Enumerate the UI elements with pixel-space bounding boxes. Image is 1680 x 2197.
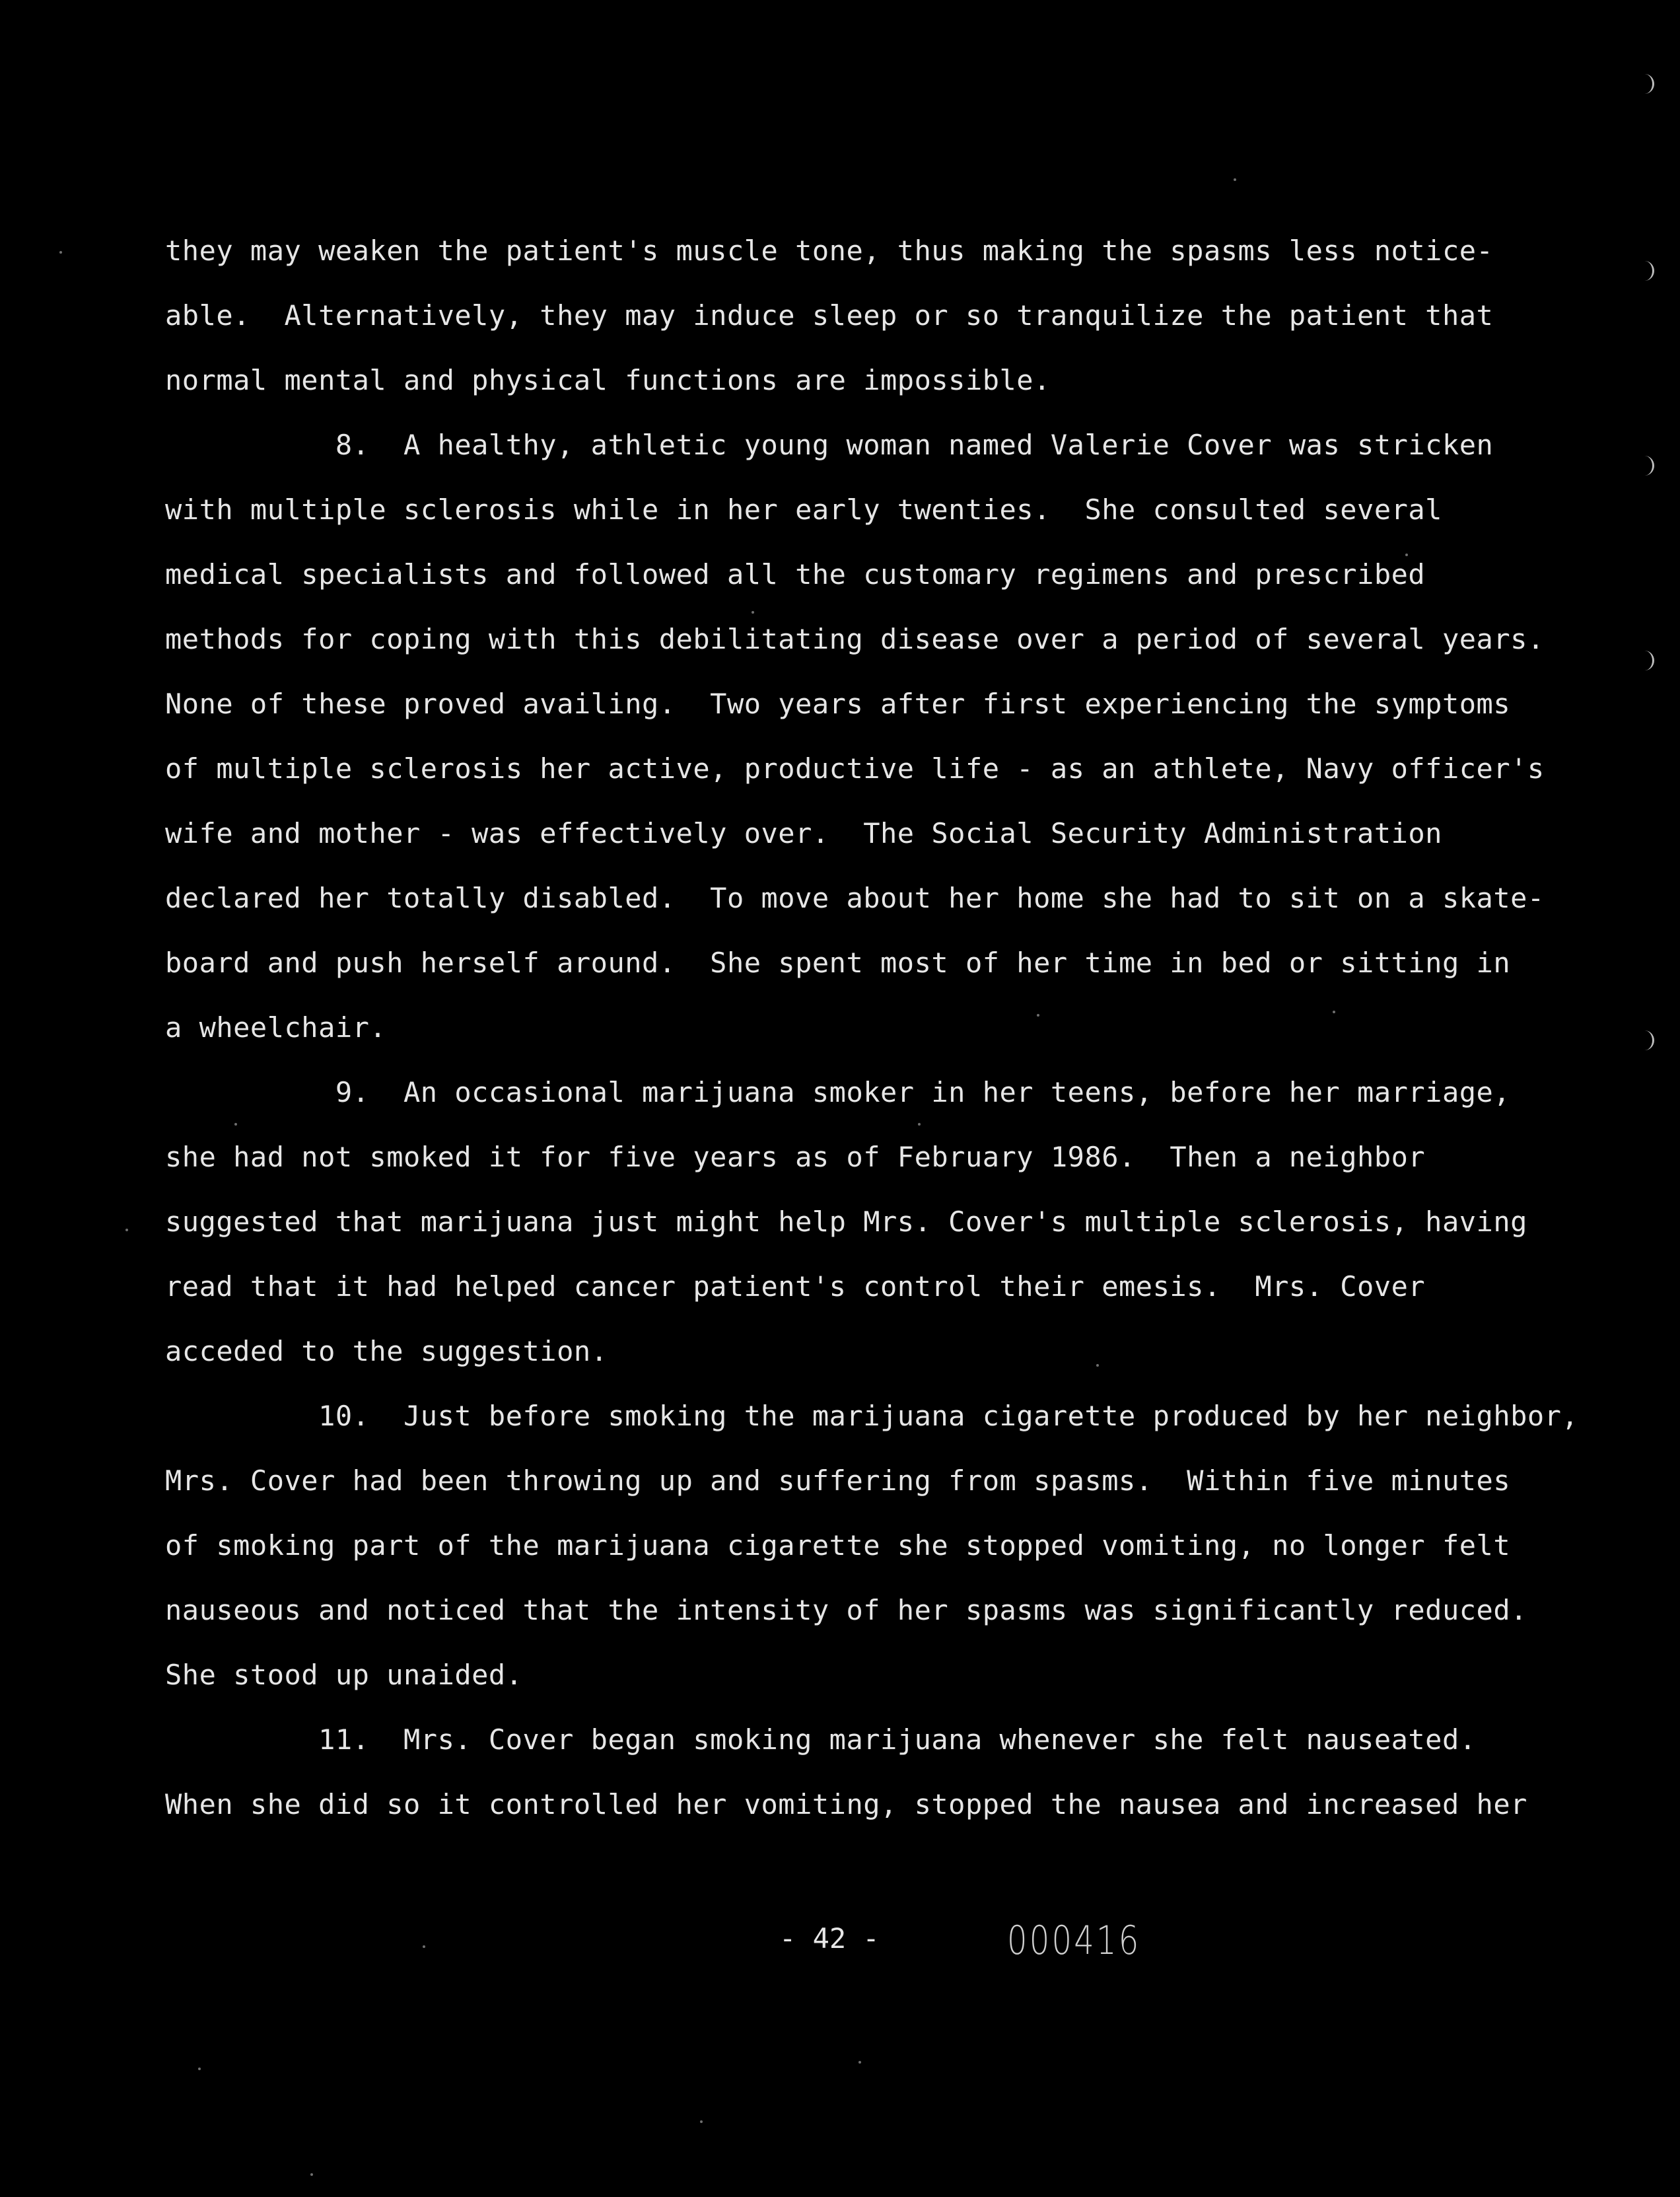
body-text-line: read that it had helped cancer patient's control their emesis. Mrs. Cover [165,1270,1426,1303]
body-text-line: declared her totally disabled. To move about her home she had to sit on a skate- [165,882,1545,914]
binder-hole-3 [1635,456,1654,476]
body-text-line: wife and mother - was effectively over. The Social Security Administration [165,817,1442,849]
scan-speck [423,1945,425,1948]
body-text-line: a wheelchair. [165,1011,387,1044]
scan-speck [310,2173,313,2176]
body-text-line: board and push herself around. She spent most of her time in bed or sitting in [165,947,1511,979]
paragraph-10-start: 10. Just before smoking the marijuana cigarette produced by her neighbor, [165,1400,1579,1432]
body-text-line: None of these proved availing. Two years after first experiencing the symptoms [165,688,1511,720]
body-text-line: they may weaken the patient's muscle tone, thus making the spasms less notice- [165,234,1494,267]
body-text-line: When she did so it controlled her vomiting, stopped the nausea and increased her [165,1788,1527,1820]
scan-speck [700,2120,703,2123]
scan-speck [1234,178,1236,181]
scan-speck [1333,1011,1335,1013]
body-text-line: medical specialists and followed all the customary regimens and prescribed [165,558,1426,591]
page-number: - 42 - [779,1922,880,1955]
binder-hole-5 [1635,1030,1654,1050]
body-text-line: with multiple sclerosis while in her early twenties. She consulted several [165,493,1442,526]
scan-speck [125,1229,128,1231]
scan-speck [858,2061,861,2064]
body-text-line: of smoking part of the marijuana cigarette she stopped vomiting, no longer felt [165,1529,1511,1562]
scan-speck [918,1123,921,1126]
body-text-line: able. Alternatively, they may induce sleep or so tranquilize the patient that [165,299,1494,332]
body-text-line: of multiple sclerosis her active, productive life - as an athlete, Navy officer's [165,752,1545,785]
paragraph-8-start: 8. A healthy, athletic young woman named Valerie Cover was stricken [165,429,1494,461]
scan-speck [1037,1014,1039,1017]
body-text-line: methods for coping with this debilitating disease over a period of several years. [165,623,1545,655]
body-text-line: acceded to the suggestion. [165,1335,608,1367]
paragraph-9-start: 9. An occasional marijuana smoker in her teens, before her marriage, [165,1076,1511,1108]
binder-hole-2 [1635,261,1654,281]
bates-stamp: 000416 [1007,1918,1141,1964]
scan-speck [59,251,62,254]
body-text-line: She stood up unaided. [165,1659,523,1691]
body-text-line: suggested that marijuana just might help Mrs. Cover's multiple sclerosis, having [165,1206,1527,1238]
binder-hole-1 [1635,74,1654,94]
body-text-line: nauseous and noticed that the intensity of her spasms was significantly reduced. [165,1594,1527,1626]
scan-speck [1096,1364,1099,1367]
scan-speck [198,2068,201,2070]
binder-hole-4 [1635,651,1654,670]
paragraph-11-start: 11. Mrs. Cover began smoking marijuana whenever she felt nauseated. [165,1723,1477,1756]
scan-speck [234,1123,237,1126]
scan-speck [752,611,754,614]
body-text-line: she had not smoked it for five years as of February 1986. Then a neighbor [165,1141,1426,1173]
body-text-line: normal mental and physical functions are impossible. [165,364,1051,396]
body-text-line: Mrs. Cover had been throwing up and suffering from spasms. Within five minutes [165,1464,1511,1497]
